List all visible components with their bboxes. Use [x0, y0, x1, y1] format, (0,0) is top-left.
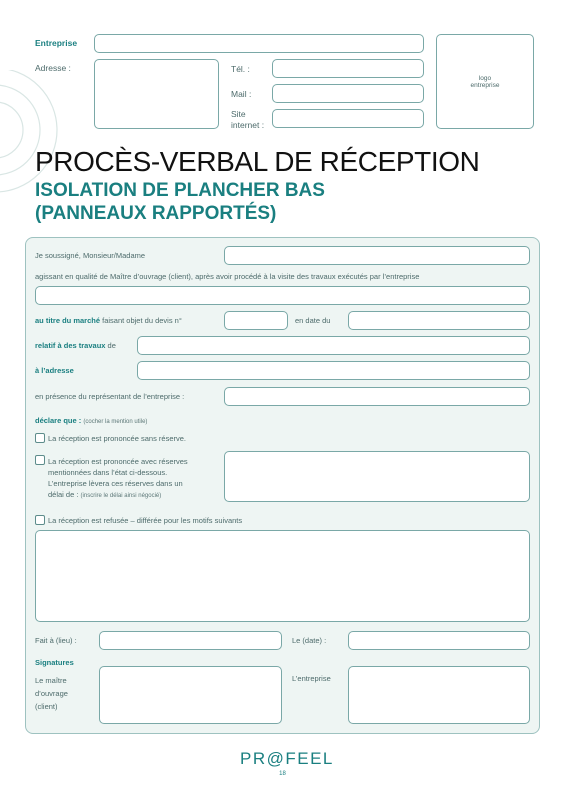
- signature-maitre-field[interactable]: [99, 666, 282, 724]
- travaux-field[interactable]: [137, 336, 530, 355]
- relatif-label: [35, 341, 116, 350]
- adresse-chantier-field[interactable]: [137, 361, 530, 380]
- site-label-line1: Site: [231, 109, 246, 119]
- entreprise-name-field[interactable]: [35, 286, 530, 305]
- declare-label: [35, 416, 147, 427]
- motifs-field[interactable]: [35, 530, 530, 622]
- page-title: PROCÈS-VERBAL DE RÉCEPTION: [35, 146, 480, 177]
- site-label-line2: internet :: [231, 119, 265, 130]
- declare-note: (cocher la mention utile): [83, 419, 148, 425]
- maitre-line3: (client): [35, 702, 58, 711]
- signatures-heading: Signatures: [35, 658, 74, 667]
- au-titre-rest: faisant objet du devis n°: [100, 316, 182, 325]
- mail-label: Mail :: [231, 89, 252, 99]
- relatif-rest: de: [105, 341, 116, 350]
- devis-number-field[interactable]: [224, 311, 288, 330]
- site-label: [231, 109, 264, 130]
- reserves-field[interactable]: [224, 451, 530, 502]
- option-sans-reserve-label: La réception est prononcée sans réserve.: [48, 434, 186, 443]
- option-avec-reserves-line1: La réception est prononcée avec réserves: [48, 457, 188, 466]
- option-refusee-label: La réception est refusée – différée pour les motifs suivants: [48, 516, 243, 525]
- brand-logo-text: PR@FEEL: [240, 749, 334, 768]
- entreprise-field[interactable]: [94, 34, 424, 53]
- fait-a-label: Fait à (lieu) :: [35, 636, 77, 645]
- maitre-line2: d’ouvrage: [35, 689, 68, 698]
- option-avec-reserves-line4: délai de :: [48, 490, 79, 499]
- soussigne-label: Je soussigné, Monsieur/Madame: [35, 251, 146, 260]
- option-refusee-checkbox[interactable]: [35, 515, 45, 525]
- date-label: Le (date) :: [292, 636, 327, 645]
- lieu-field[interactable]: [99, 631, 282, 650]
- adresse-field[interactable]: [94, 59, 219, 129]
- tel-field[interactable]: [272, 59, 424, 78]
- brand-logo: [240, 748, 334, 770]
- page-subtitle-2: (PANNEAUX RAPPORTÉS): [35, 203, 277, 224]
- representant-field[interactable]: [224, 387, 530, 406]
- au-titre-label: [35, 316, 182, 325]
- logo-line2: entreprise: [470, 81, 500, 89]
- entreprise-label: Entreprise: [35, 38, 78, 48]
- entreprise-signature-label: L’entreprise: [292, 674, 331, 683]
- option-avec-reserves-checkbox[interactable]: [35, 455, 45, 465]
- en-date-du-label: en date du: [295, 316, 331, 325]
- devis-date-field[interactable]: [348, 311, 530, 330]
- option-sans-reserve-checkbox[interactable]: [35, 433, 45, 443]
- declare-bold: déclare que :: [35, 416, 82, 425]
- logo-placeholder[interactable]: [436, 34, 534, 129]
- delai-note: (inscrire le délai ainsi négocié): [80, 493, 162, 499]
- maitre-line1: Le maître: [35, 676, 67, 685]
- mail-field[interactable]: [272, 84, 424, 103]
- logo-line1: logo: [478, 74, 492, 82]
- option-avec-reserves-text: [48, 456, 188, 502]
- date-field[interactable]: [348, 631, 530, 650]
- page-number: 18: [279, 771, 286, 777]
- qualite-text: agissant en qualité de Maître d’ouvrage (client), après avoir procédé à la visite des travaux exécutés par l’entreprise: [35, 272, 420, 281]
- soussigne-field[interactable]: [224, 246, 530, 265]
- signature-entreprise-field[interactable]: [348, 666, 530, 724]
- presence-label: en présence du représentant de l’entreprise :: [35, 392, 185, 401]
- option-avec-reserves-line2: mentionnées dans l’état ci-dessous.: [48, 468, 168, 477]
- tel-label: Tél. :: [231, 64, 250, 74]
- option-avec-reserves-line3: L’entreprise lèvera ces réserves dans un: [48, 479, 183, 488]
- page-subtitle-1: ISOLATION DE PLANCHER BAS: [35, 180, 325, 201]
- au-titre-bold: au titre du marché: [35, 316, 101, 325]
- relatif-bold: relatif à des travaux: [35, 341, 106, 350]
- maitre-ouvrage-label: [35, 674, 68, 713]
- adresse-chantier-label: à l’adresse: [35, 366, 74, 375]
- site-field[interactable]: [272, 109, 424, 128]
- adresse-label: Adresse :: [35, 63, 71, 73]
